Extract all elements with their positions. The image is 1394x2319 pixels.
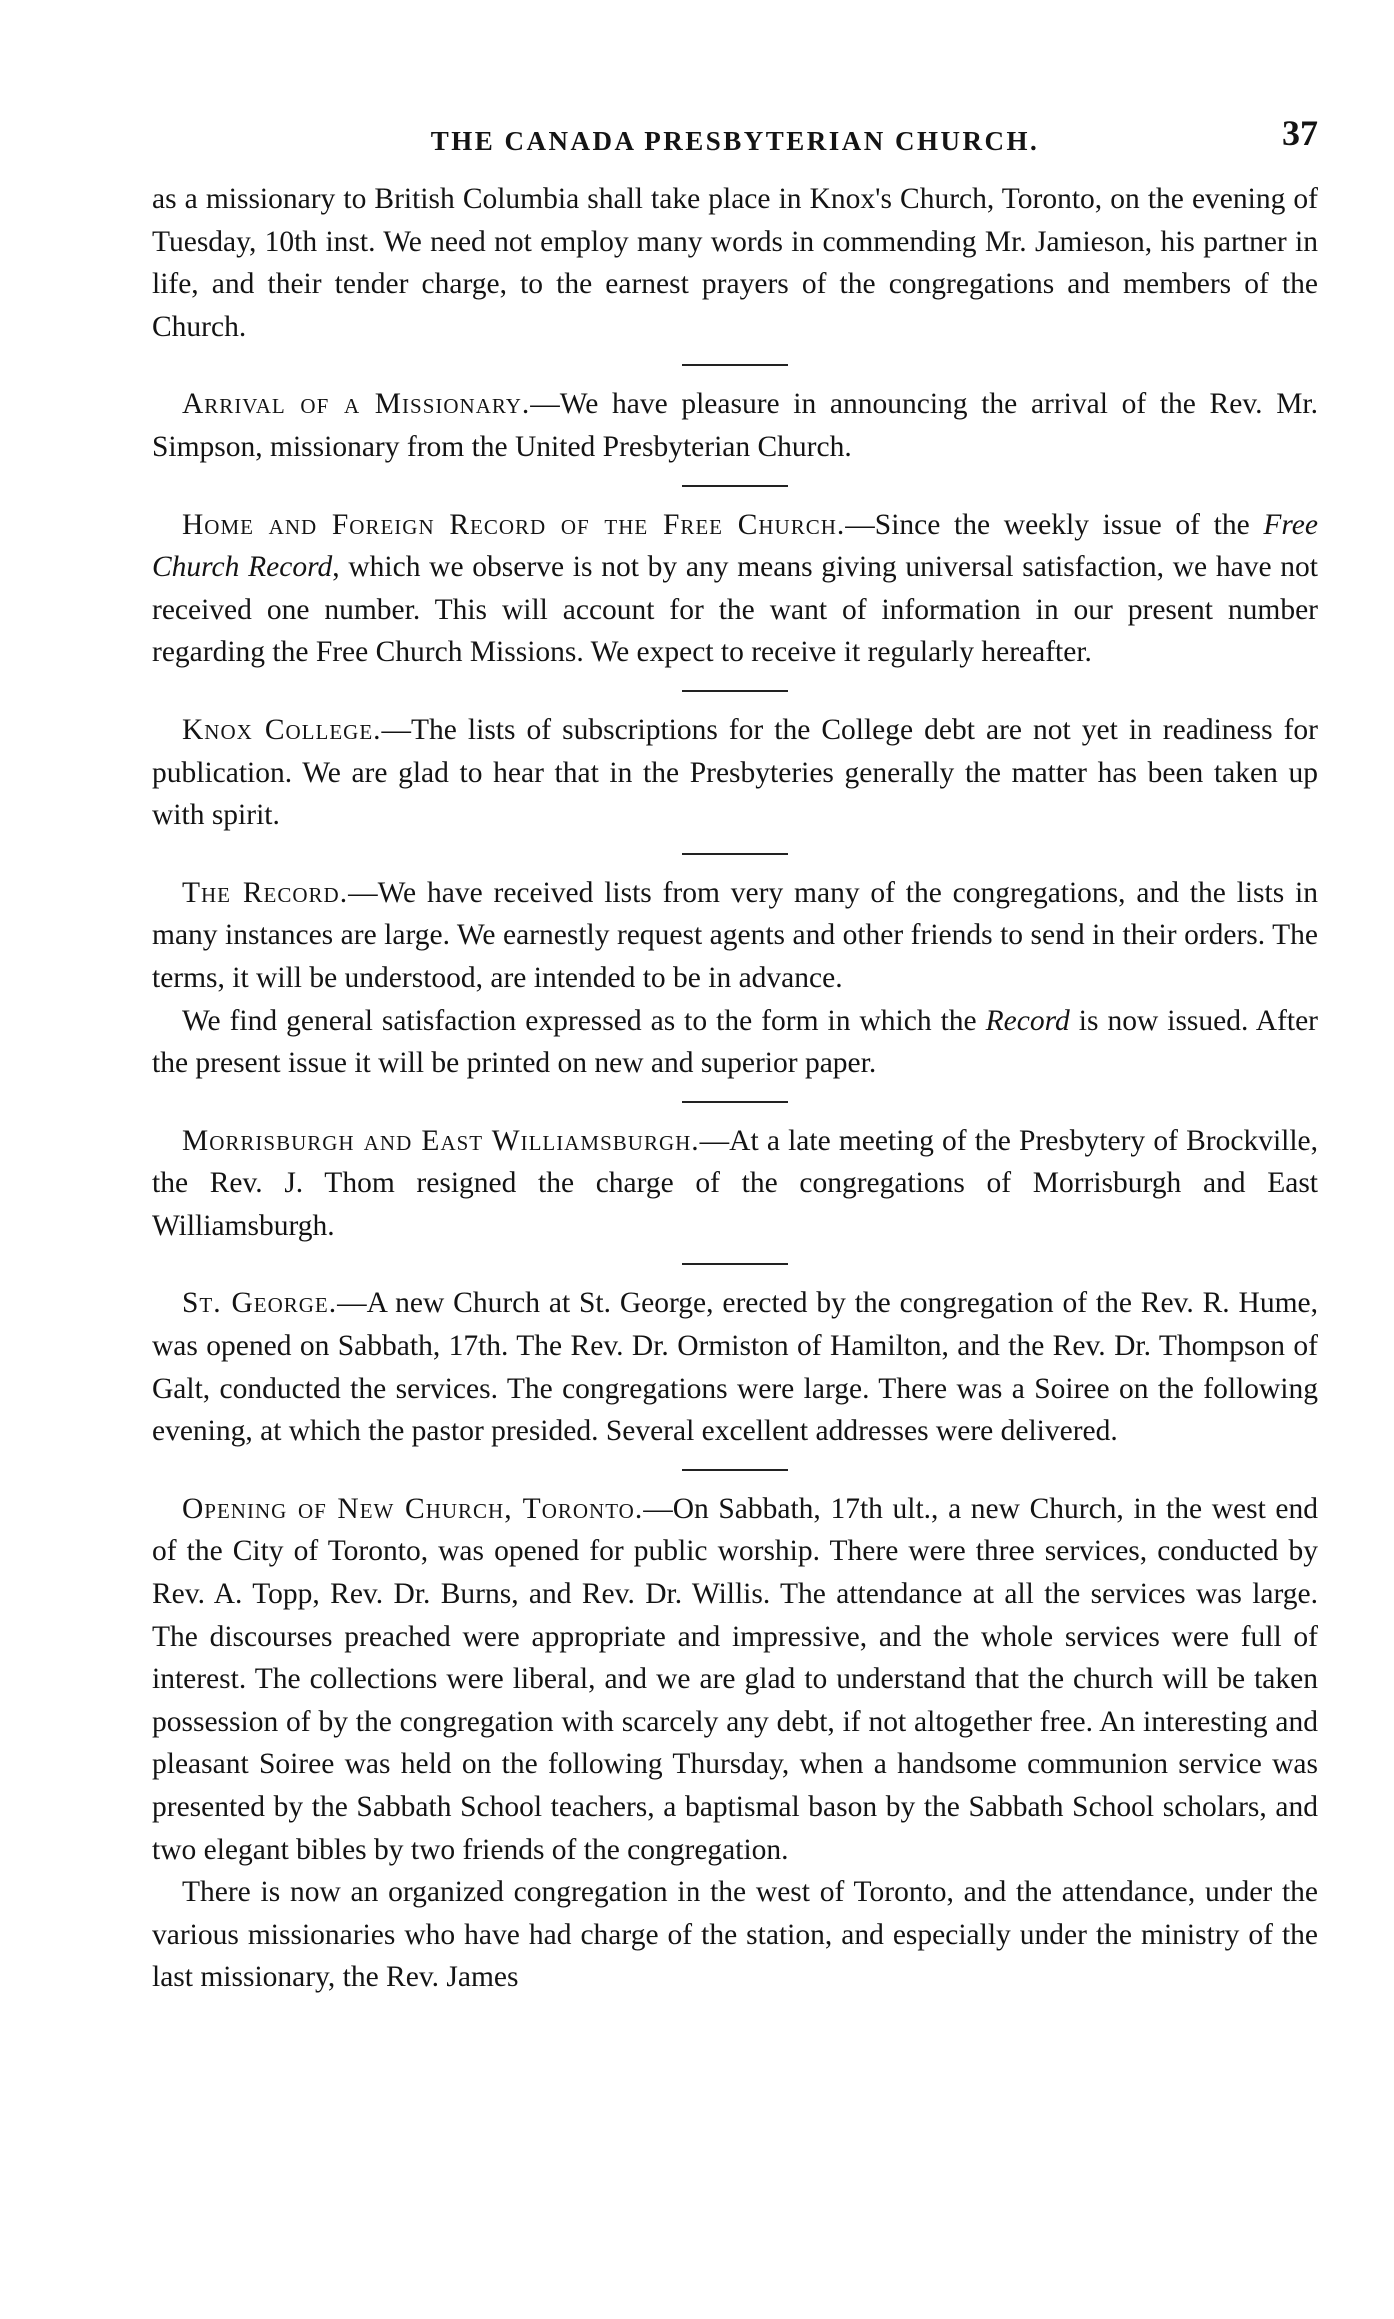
- section-lead: Morrisburgh and East Williamsburgh.: [182, 1124, 700, 1157]
- page-number: 37: [1282, 113, 1318, 153]
- section-divider: [682, 1263, 788, 1265]
- section-divider: [682, 853, 788, 855]
- paragraph-morrisburgh: Morrisburgh and East Williamsburgh.—At a late meeting of the Presbytery of Brockville, the Rev. J. Thom resigned the charge of the congregations of Morrisburgh and East Williamsburgh.: [152, 1124, 1318, 1242]
- publication-title: Record: [985, 1004, 1070, 1037]
- section-divider: [682, 485, 788, 487]
- section-lead: Knox College.: [182, 713, 382, 746]
- section-divider: [682, 690, 788, 692]
- paragraph-st-george: St. George.—A new Church at St. George, erected by the congregation of the Rev. R. Hume, was opened on Sabbath, 17th. The Rev. Dr. Ormiston of Hamilton, and the Rev. Dr. Thompson of Galt, conducted the services. The congregations were large. There was a Soiree on the following evening, at which the pastor presided. Several excellent addresses were delivered.: [152, 1287, 1318, 1448]
- paragraph-home-foreign-record: Home and Foreign Record of the Free Church.—Since the weekly issue of the Free Church Record, which we observe is not by any means giving universal satisfaction, we have not received one number. This will account for the want of information in our present number regarding the Free Church Missions. We expect to receive it regularly hereafter.: [152, 508, 1318, 669]
- section-lead: The Record.: [182, 876, 349, 909]
- section-divider: [682, 1469, 788, 1471]
- section-lead: St. George.: [182, 1287, 338, 1320]
- paragraph-arrival-of-missionary: Arrival of a Missionary.—We have pleasure in announcing the arrival of the Rev. Mr. Simpson, missionary from the United Presbyterian Church.: [152, 388, 1318, 463]
- section-lead: Home and Foreign Record of the Free Church.: [182, 508, 846, 541]
- section-lead: Arrival of a Missionary.: [182, 388, 531, 421]
- paragraph-knox-college: Knox College.—The lists of subscriptions for the College debt are not yet in readiness for publication. We are glad to hear that in the Presbyteries generally the matter has been taken up with spirit.: [152, 713, 1318, 832]
- paragraph-the-record: The Record.—We have received lists from very many of the congregations, and the lists in many instances are large. We earnestly request agents and other friends to send in their orders. The terms, it will be understood, are intended to be in advance.: [152, 876, 1318, 994]
- running-title: THE CANADA PRESBYTERIAN CHURCH.: [430, 126, 1040, 156]
- section-divider: [682, 1101, 788, 1103]
- section-lead: Opening of New Church, Toronto.: [182, 1492, 644, 1525]
- section-divider: [682, 364, 788, 366]
- paragraph-the-record-continued: We find general satisfaction expressed as to the form in which the Record is now issued. After the present issue it will be printed on new and superior paper.: [152, 1004, 1319, 1080]
- paragraph-new-church-toronto-continued: There is now an organized congregation in the west of Toronto, and the attendance, under the various missionaries who have had charge of the station, and especially under the ministry of the last missionary, the Rev. James: [152, 1876, 1318, 1994]
- page-header: [152, 113, 1318, 172]
- paragraph-new-church-toronto: Opening of New Church, Toronto.—On Sabbath, 17th ult., a new Church, in the west end of the City of Toronto, was opened for public worship. There were three services, conducted by Rev. A. Topp, Rev. Dr. Burns, and Rev. Dr. Willis. The attendance at all the services was large. The discourses preached were appropriate and impressive, and the whole services were full of interest. The collections were liberal, and we are glad to understand that the church will be taken possession of by the congregation with scarcely any debt, if not altogether free. An interesting and pleasant Soiree was held on the following Thursday, when a handsome communion service was presented by the Sabbath School teachers, a baptismal bason by the Sabbath School scholars, and two elegant bibles by two friends of the congregation.: [152, 1492, 1319, 1866]
- publication-title: Free Church Record: [152, 508, 1318, 584]
- paragraph-continuation: as a missionary to British Columbia shall take place in Knox's Church, Toronto, on the evening of Tuesday, 10th inst. We need not employ many words in commending Mr. Jamieson, his partner in life, and their tender charge, to the earnest prayers of the congregations and members of the Church.: [152, 183, 1318, 343]
